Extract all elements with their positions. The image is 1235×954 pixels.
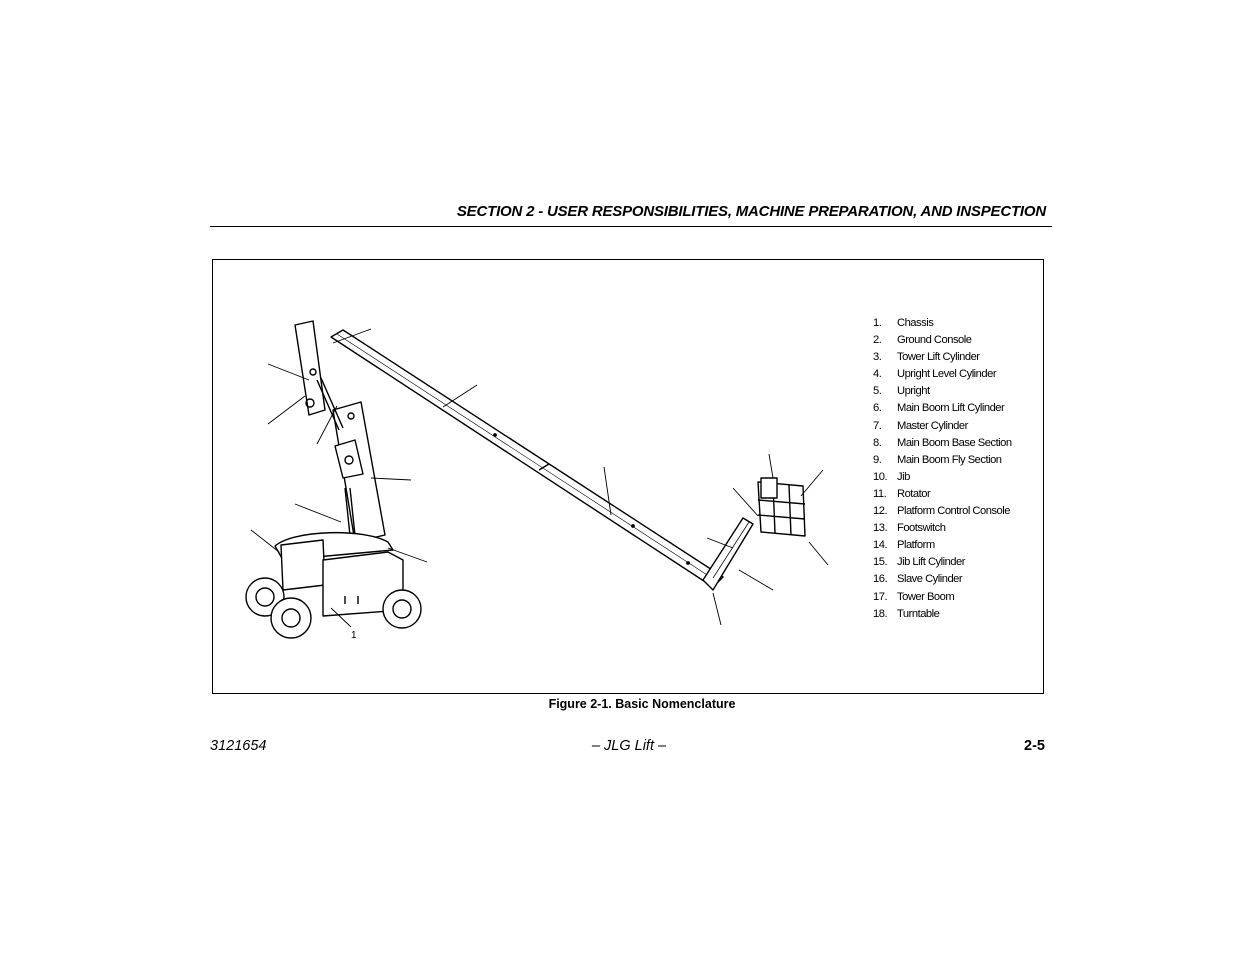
header-divider [210,226,1052,227]
section-title: SECTION 2 - USER RESPONSIBILITIES, MACHINE PREPARATION, AND INSPECTION [456,203,1046,220]
footer-center-text: – JLG Lift – [591,738,667,754]
legend-item: 15. Jib Lift Cylinder [873,556,965,569]
legend-item: 4. Upright Level Cylinder [873,368,997,381]
legend-item: 7. Master Cylinder [873,419,968,432]
legend-item: 14. Platform [873,539,935,552]
legend-item: 2. Ground Console [873,334,972,347]
page-number: 2-5 [1024,738,1045,754]
legend-item: 16. Slave Cylinder [873,573,963,586]
legend-item: 18. Turntable [873,607,940,620]
legend-item: 10. Jib [873,470,910,483]
legend-item: 8. Main Boom Base Section [873,436,1012,449]
legend-item: 3. Tower Lift Cylinder [873,351,980,364]
legend-item: 5. Upright [873,385,930,398]
legend-item: 13. Footswitch [873,522,946,535]
upright [295,321,325,415]
doc-number: 3121654 [210,738,267,754]
figure-frame [212,259,1044,694]
legend-item: 6. Main Boom Lift Cylinder [873,402,1005,415]
callout-1-label: 1 [351,630,357,641]
nomenclature-legend [873,315,1012,623]
figure-caption: Figure 2-1. Basic Nomenclature [548,697,736,711]
platform [758,478,805,536]
jib [703,518,753,590]
legend-item: 17. Tower Boom [873,590,955,603]
legend-item: 12. Platform Control Console [873,505,1010,518]
legend-item: 11. Rotator [873,487,931,500]
legend-item: 9. Main Boom Fly Section [873,453,1002,466]
legend-item: 1. Chassis [873,317,934,329]
